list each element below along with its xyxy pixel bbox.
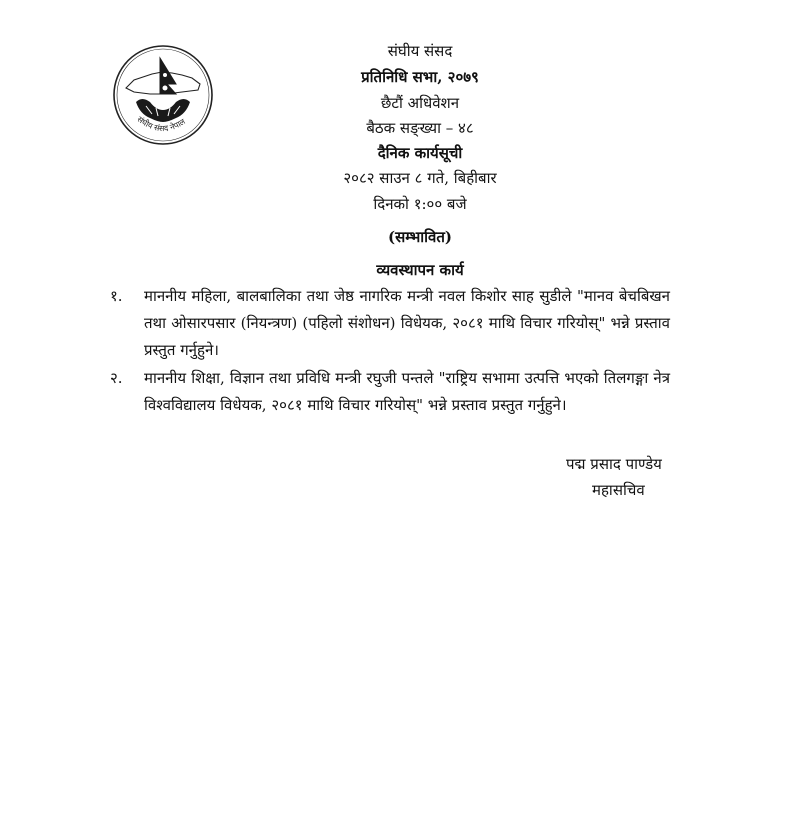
agenda-title: दैनिक कार्यसूची: [377, 144, 463, 162]
agenda-date: २०८२ साउन ८ गते, बिहीबार: [343, 169, 497, 187]
emblem-icon: [112, 44, 214, 146]
item-number: २.: [110, 369, 123, 387]
status-label: (सम्भावित): [387, 228, 453, 246]
parliament-name: संघीय संसद: [387, 42, 453, 60]
house-name: प्रतिनिधि सभा, २०७९: [361, 68, 479, 86]
svg-text:संघीय संसद नेपाल: संघीय संसद नेपाल: [135, 114, 187, 134]
agenda-time: दिनको १:०० बजे: [373, 195, 467, 213]
session-name: छैटौं अधिवेशन: [380, 94, 460, 112]
item-number: १.: [110, 287, 123, 305]
signatory-name: पद्म प्रसाद पाण्डेय: [566, 455, 662, 473]
parliament-emblem: [112, 44, 214, 146]
item-text: माननीय महिला, बालबालिका तथा जेष्ठ नागरिक मन्त्री नवल किशोर साह सुडीले "मानव बेचबिखन तथा ओसारपसार (नियन्त्रण) (पहिलो संशोधन) विधेयक, २०८१ माथि विचार गरियोस्" भन्ने प्रस्ताव प्रस्तुत गर्नुहुने।: [144, 287, 670, 359]
item-text: माननीय शिक्षा, विज्ञान तथा प्रविधि मन्त्री रघुजी पन्तले "राष्ट्रिय सभामा उत्पत्ति भएको तिलगङ्गा नेत्र विश्वविद्यालय विधेयक, २०८१ माथि विचार गरियोस्" भन्ने प्रस्ताव प्रस्तुत गर्नुहुने।: [144, 369, 670, 414]
signatory-title: महासचिव: [592, 481, 645, 499]
meeting-number: बैठक सङ्ख्या – ४८: [366, 119, 474, 137]
section-title: व्यवस्थापन कार्य: [376, 261, 464, 279]
